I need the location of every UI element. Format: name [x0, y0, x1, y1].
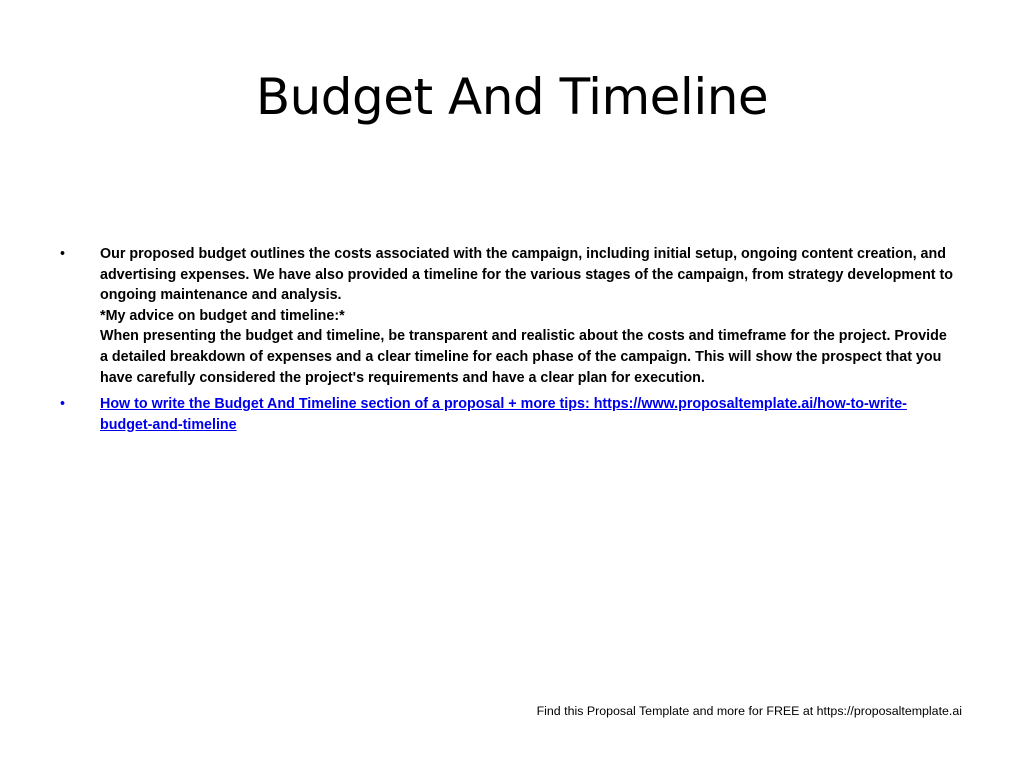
bullet-list [60, 244, 955, 441]
slide-title: Budget And Timeline [255, 68, 769, 126]
bullet-paragraph-advice-heading: *My advice on budget and timeline:* [100, 307, 345, 324]
tips-link[interactable]: How to write the Budget And Timeline section of a proposal + more tips: https://www.proposaltemplate.ai/how-to-write-budget-and-timeline [100, 396, 907, 433]
footer-text: Find this Proposal Template and more for FREE at https://proposaltemplate.ai [536, 704, 962, 718]
bullet-paragraph-advice-body: When presenting the budget and timeline, be transparent and realistic about the costs and timeframe for the project. Provide a detailed breakdown of expenses and a clear timeline for each phase of the campaign. This will show the prospect that you have carefully considered the project's requirements and have a clear plan for execution. [100, 328, 947, 386]
bullet-paragraph-intro: Our proposed budget outlines the costs associated with the campaign, including initial setup, ongoing content creation, and advertising expenses. We have also provided a timeline for the various stages of the campaign, from strategy development to ongoing maintenance and analysis. [100, 246, 954, 304]
bullet-icon: • [60, 396, 66, 413]
bullet-item-budget-advice [60, 244, 955, 388]
bullet-icon: • [60, 246, 66, 262]
bullet-item-link [60, 394, 955, 435]
